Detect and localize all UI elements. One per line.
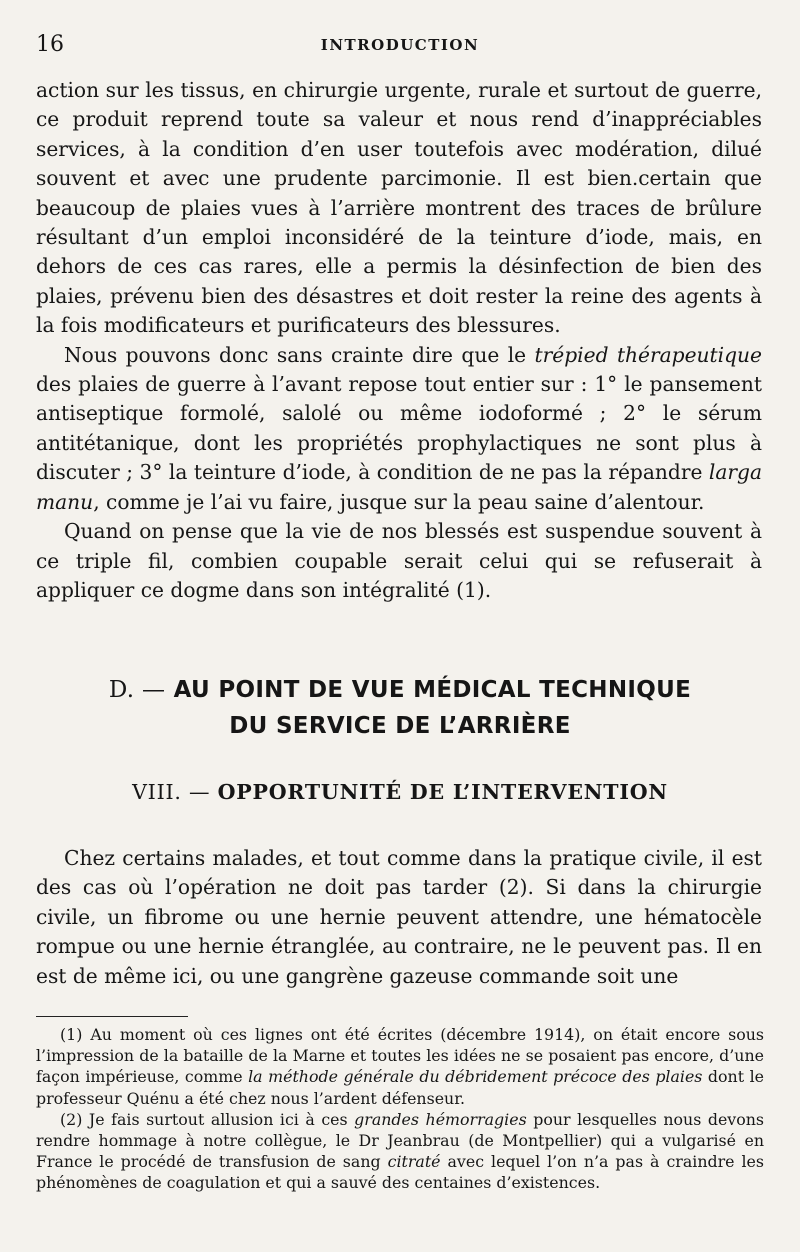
footnote-1: (1) Au moment où ces lignes ont été écrites (décembre 1914), on était encore sous l’impression de la bataille de la Marne et toutes les idées ne se posaient pas encore, d’une façon impérieuse, comme la méthode générale du débridement précoce des plaies dont le professeur Quénu a été chez nous l’ardent défenseur.	[36, 1025, 764, 1108]
italic-term: trépied thérapeutique	[534, 342, 762, 367]
paragraph-opportunity: Chez certains malades, et tout comme dans la pratique civile, il est des cas où l’opération ne doit pas tarder (2). Si dans la chirurgie civile, un fibrome ou une hernie peuvent attendre, une hématocèle rompue ou une hernie étranglée, au contraire, ne le peuvent pas. Il en est de même ici, ou une gangrène gazeuse commande soit une	[36, 846, 762, 988]
main-text-upper	[36, 76, 762, 605]
footnote-divider	[36, 1016, 188, 1017]
chapter-title: OPPORTUNITÉ DE L’INTERVENTION	[217, 780, 668, 804]
paragraph-continued: action sur les tissus, en chirurgie urgente, rurale et surtout de guerre, ce produit reprend toute sa valeur et nous rend d’inappréciables services, à la condition d’en user toutefois avec modération, dilué souvent et avec une prudente parcimonie. Il est bien.certain que beaucoup de plaies vues à l’arrière montrent des traces de brûlure résultant d’un emploi inconsidéré de la teinture d’iode, mais, en dehors de ces cas rares, elle a permis la désinfection de bien des plaies, prévenu bien des désastres et doit rester la reine des agents à la fois modificateurs et purificateurs des blessures.	[36, 78, 762, 338]
italic-latin: larga manu	[36, 460, 762, 514]
section-heading	[36, 672, 764, 744]
paragraph-triple-thread: Quand on pense que la vie de nos blessés est suspendue souvent à ce triple fil, combien coupable serait celui qui se refuserait à appliquer ce dogme dans son intégralité (1).	[36, 519, 762, 602]
page-number: 16	[36, 32, 64, 57]
section-heading-line2: DU SERVICE DE L’ARRIÈRE	[229, 713, 571, 739]
page-header	[36, 32, 764, 62]
chapter-numeral: VIII. —	[132, 780, 211, 804]
running-title: INTRODUCTION	[320, 36, 480, 54]
paragraph-tripod: Nous pouvons donc sans crainte dire que le trépied thérapeutique des plaies de guerre à l’avant repose tout entier sur : 1° le pansement antiseptique formolé, salolé ou même iodoformé ; 2° le sérum antitétanique, dont les propriétés prophylactiques ne sont plus à discuter ; 3° la teinture d’iode, à condition de ne pas la répandre larga manu, comme je l’ai vu faire, jusque sur la peau saine d’alentour.	[36, 342, 762, 514]
section-heading-line1: D. — AU POINT DE VUE MÉDICAL TECHNIQUE	[108, 677, 692, 703]
main-text-lower	[36, 844, 762, 991]
chapter-heading	[36, 780, 764, 804]
footnotes	[36, 1024, 764, 1194]
footnote-2: (2) Je fais surtout allusion ici à ces grandes hémorragies pour lesquelles nous devons rendre hommage à notre collègue, le Dr Jeanbrau (de Montpellier) qui a vulgarisé en France le procédé de transfusion de sang citraté avec lequel l’on n’a pas à craindre les phénomènes de coagulation et qui a sauvé des centaines d’existences.	[36, 1109, 765, 1193]
